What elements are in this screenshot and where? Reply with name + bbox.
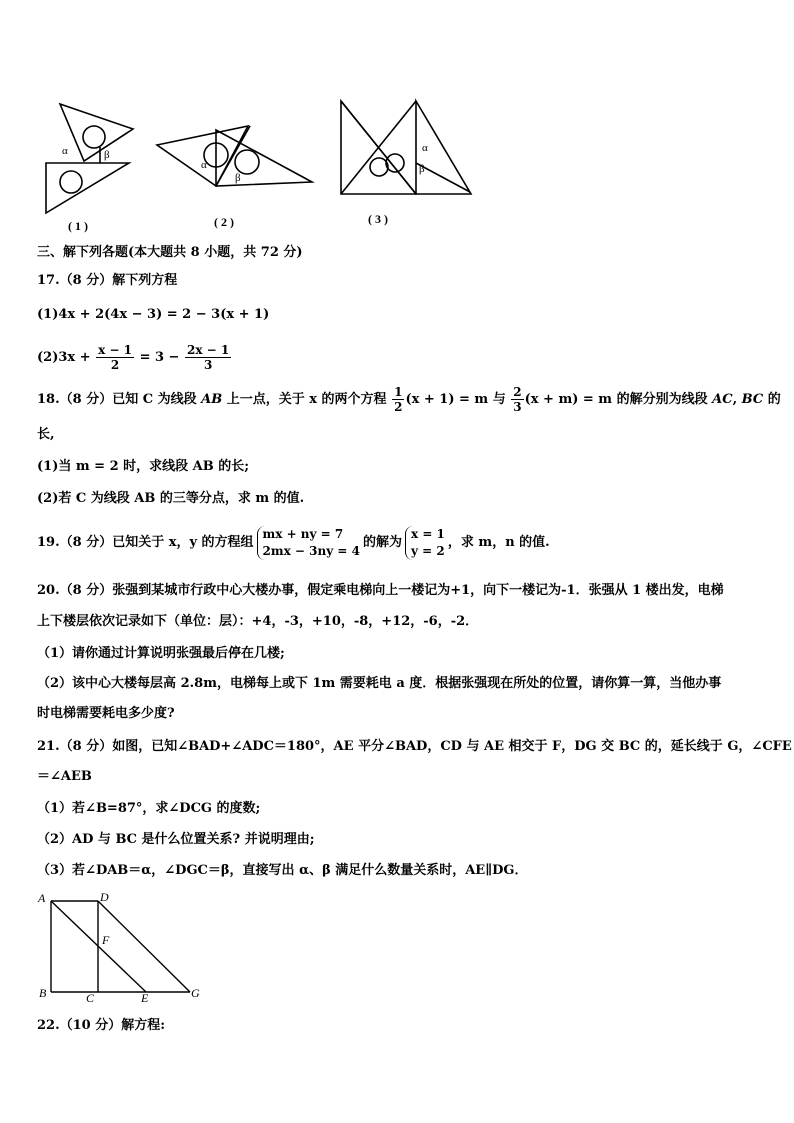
q17-part-1: (1)4x + 2(4x − 3) = 2 − 3(x + 1) <box>37 307 270 322</box>
top-figures <box>0 0 794 240</box>
q20-line-1: 20.（8 分）张强到某城市行政中心大楼办事，假定乘电梯向上一楼记为+1，向下一楼记为-1．张强从 1 楼出发，电梯 <box>37 583 724 598</box>
figure-2-ray <box>216 126 250 186</box>
figure-1-upper-triangle <box>60 104 133 161</box>
q17-stem: 17.（8 分）解下列方程 <box>37 273 178 288</box>
figure-2-right-circle <box>235 150 259 174</box>
q19: 19.（8 分）已知关于 x，y 的方程组 mx + ny = 7 2mx − 3ny = 4 的解为 x = 1 y = 2 ，求 m，n 的值. <box>37 526 550 558</box>
figure-1-lower-circle <box>60 171 82 193</box>
figure-2 <box>157 126 312 229</box>
figure-2-alpha: α <box>201 159 207 171</box>
q20-part-1: （1）请你通过计算说明张强最后停在几楼; <box>37 646 285 661</box>
q21-line-1: 21.（8 分）如图，已知∠BAD+∠ADC＝180°，AE 平分∠BAD，CD 与 AE 相交于 F，DG 交 BC 的，延长线于 G，∠CFE <box>37 739 792 754</box>
label-E: E <box>141 991 149 1005</box>
q18-part-2: (2)若 C 为线段 AB 的三等分点，求 m 的值. <box>37 491 305 506</box>
q18-line-2: 长, <box>37 427 55 442</box>
figure-2-caption: ( 2 ) <box>214 215 234 229</box>
label-A: A <box>38 891 46 905</box>
label-G: G <box>191 986 200 1000</box>
figure-2-beta: β <box>235 172 241 184</box>
figure-1-lower-triangle <box>46 163 129 213</box>
figure-1 <box>46 104 133 233</box>
figure-3 <box>341 101 471 226</box>
figure-3-caption: ( 3 ) <box>368 212 388 226</box>
label-D: D <box>100 890 109 904</box>
label-B: B <box>39 986 47 1000</box>
segment-DG <box>98 901 190 992</box>
label-F: F <box>102 933 110 947</box>
figure-3-beta: β <box>419 163 425 175</box>
figure-3-circle-right <box>386 154 404 172</box>
q20-part-2-line-1: （2）该中心大楼每层高 2.8m，电梯每上或下 1m 需要耗电 a 度．根据张强现在所处的位置，请你算一算，当他办事 <box>37 676 722 691</box>
q18-part-1: (1)当 m = 2 时，求线段 AB 的长; <box>37 459 250 474</box>
q18-line-1: 18.（8 分）已知 C 为线段 AB 上一点，关于 x 的两个方程 $\frac{1}{2}$ (x + 1) = m 与 $\frac{2}{3}$ (x + m) = m 的解分别为线段 AC, BC 的 <box>37 385 781 414</box>
q20-line-2: 上下楼层依次记录如下（单位：层）：+4，-3，+10，-8，+12，-6，-2． <box>37 614 479 629</box>
q21-part-1: （1）若∠B=87°，求∠DCG 的度数; <box>37 801 261 816</box>
figure-1-caption: ( 1 ) <box>68 219 88 233</box>
q22-stem: 22.（10 分）解方程: <box>37 1018 166 1033</box>
label-C: C <box>86 991 95 1005</box>
q20-part-2-line-2: 时电梯需要耗电多少度? <box>37 706 175 721</box>
q21-line-2: ＝∠AEB <box>37 769 92 784</box>
figure-1-beta: β <box>104 149 110 161</box>
q21-figure <box>30 888 260 1008</box>
figure-1-alpha: α <box>62 145 68 157</box>
q21-part-3: （3）若∠DAB＝α，∠DGC＝β，直接写出 α、β 满足什么数量关系时，AE∥DG． <box>37 863 528 878</box>
q21-part-2: （2）AD 与 BC 是什么位置关系? 并说明理由; <box>37 832 315 847</box>
figure-3-alpha: α <box>422 142 428 154</box>
figure-1-upper-circle <box>83 126 105 148</box>
figure-3-circle-left <box>370 158 388 176</box>
section-heading: 三、解下列各题(本大题共 8 小题，共 72 分) <box>37 245 303 260</box>
q17-part-2: (2)3x + $\frac{x - 1}{2}$ = 3 − $\frac{2x - 1}{3}$ <box>37 343 230 372</box>
